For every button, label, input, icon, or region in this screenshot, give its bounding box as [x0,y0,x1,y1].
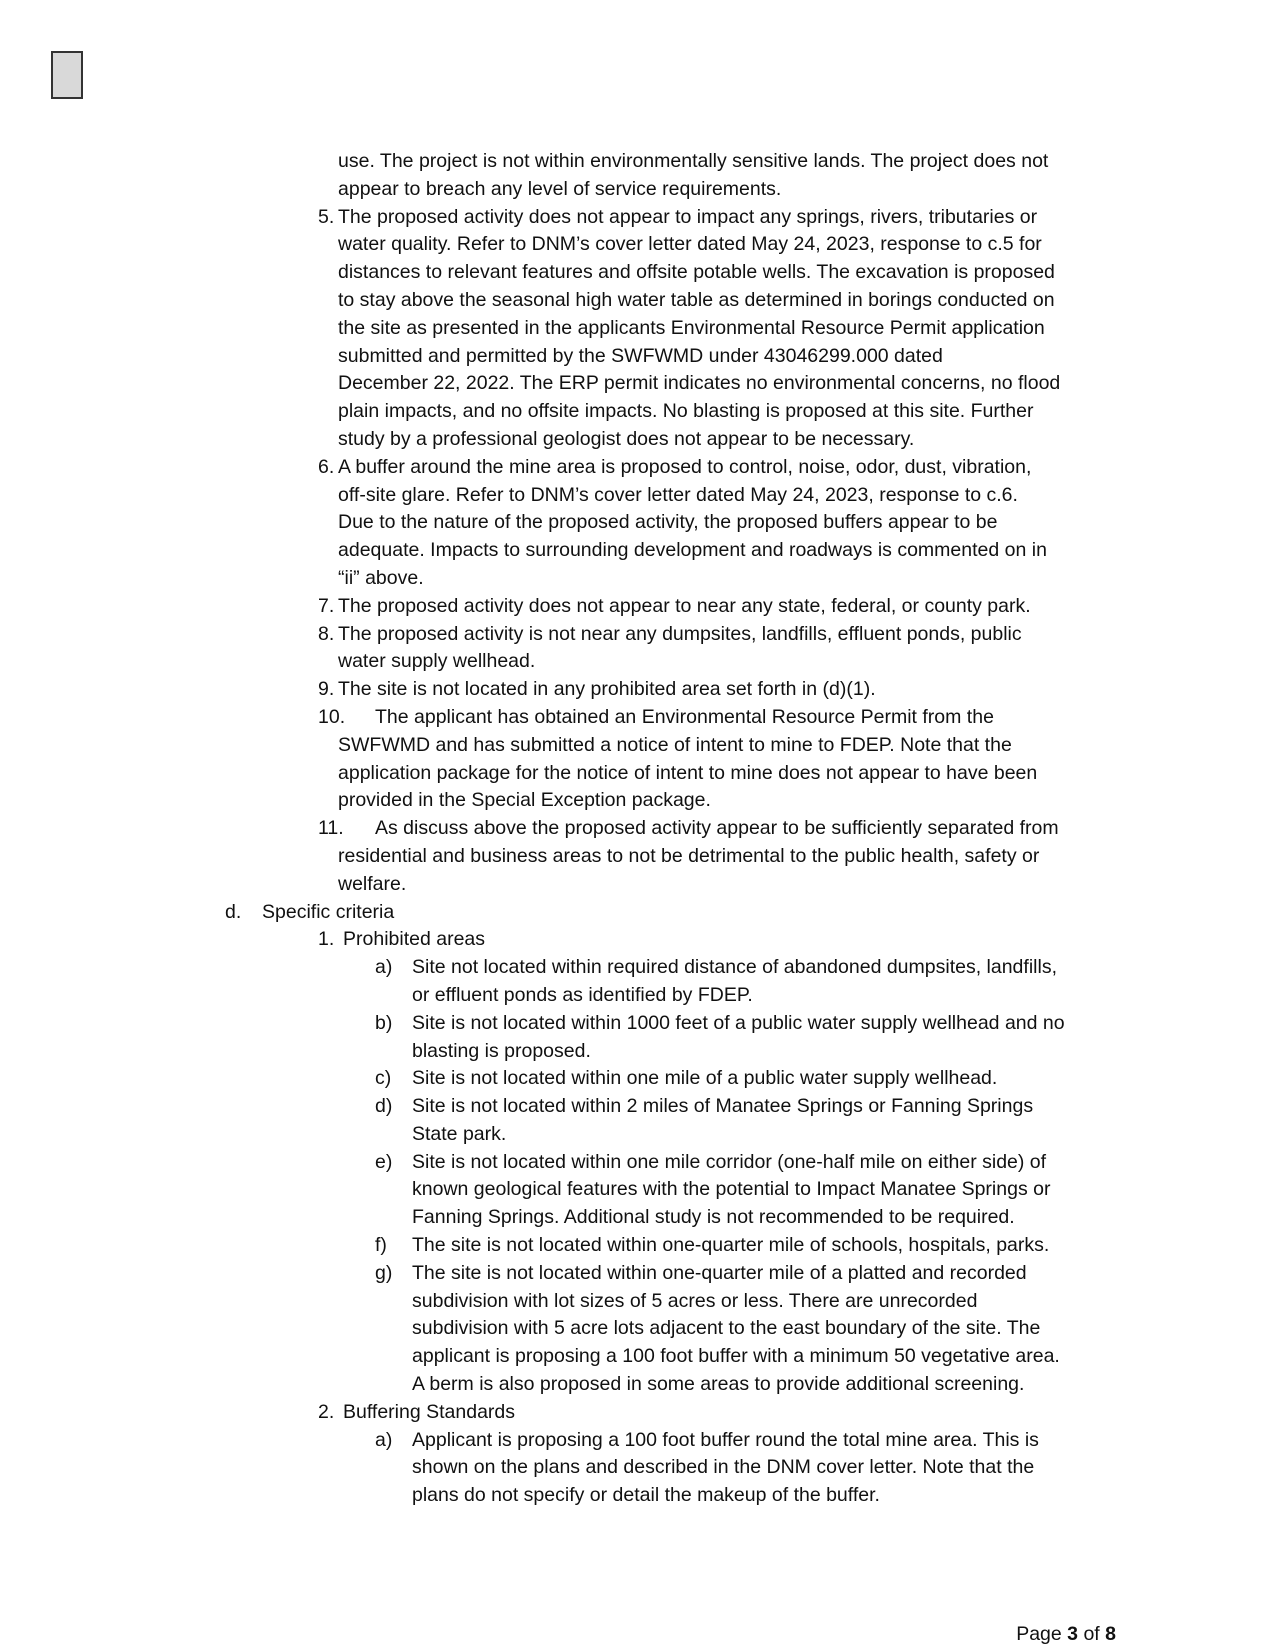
item-text: SWFWMD and has submitted a notice of intent to mine to FDEP. Note that the [338,733,1012,756]
criteria-text: State park. [412,1122,507,1145]
criteria-text: Site is not located within 1000 feet of a public water supply wellhead and no [412,1011,1065,1034]
item-text: residential and business areas to not be detrimental to the public health, safety or [338,844,1040,867]
page-label: Page [1016,1623,1062,1645]
criteria-item-line [0,1093,1275,1121]
criteria-item-line [0,1371,1275,1399]
criteria-item-line [0,1121,1275,1149]
item-text: application package for the notice of intent to mine does not appear to have been [338,761,1038,784]
criteria-item-line [0,1427,1275,1455]
item-number: 10. [318,705,346,728]
criteria-marker: a) [375,956,393,979]
criteria-text: Applicant is proposing a 100 foot buffer round the total mine area. This is [412,1428,1039,1451]
criteria-item-line [0,1343,1275,1371]
criteria-item-line [0,1454,1275,1482]
numbered-item-line [0,704,1275,732]
criteria-text: Site not located within required distance of abandoned dumpsites, landfills, [412,956,1057,979]
criteria-marker: e) [375,1150,393,1173]
criteria-text: Site is not located within one mile of a public water supply wellhead. [412,1067,998,1090]
item-text: distances to relevant features and offsite potable wells. The excavation is proposed [338,261,1055,284]
criteria-marker: d) [375,1095,393,1118]
criteria-marker: a) [375,1428,393,1451]
criteria-item-line [0,982,1275,1010]
numbered-item-line [0,732,1275,760]
numbered-item-line [0,537,1275,565]
item-text: welfare. [338,872,407,895]
item-text: to stay above the seasonal high water table as determined in borings conducted on [338,288,1055,311]
page-footer [1016,1622,1116,1646]
criteria-item-line [0,1149,1275,1177]
criteria-marker: b) [375,1011,393,1034]
item-text: water quality. Refer to DNM’s cover letter dated May 24, 2023, response to c.5 for [338,233,1042,256]
item-text: provided in the Special Exception package. [338,789,711,812]
criteria-marker: c) [375,1067,392,1090]
criteria-item-line [0,954,1275,982]
numbered-item-line [0,593,1275,621]
item-text: water supply wellhead. [338,650,536,673]
criteria-item-line [0,1010,1275,1038]
numbered-item-line [0,287,1275,315]
numbered-item-line [0,648,1275,676]
numbered-item-line [0,454,1275,482]
numbered-item-line [0,315,1275,343]
page-current: 3 [1067,1623,1079,1645]
numbered-item-line [0,370,1275,398]
numbered-item-line [0,760,1275,788]
criteria-text: plans do not specify or detail the makeup of the buffer. [412,1484,880,1507]
item-number: 8. [318,622,335,645]
numbered-item-line [0,231,1275,259]
criteria-text: shown on the plans and described in the DNM cover letter. Note that the [412,1456,1035,1479]
item-text: adequate. Impacts to surrounding development and roadways is commented on in [338,539,1047,562]
item-number: 6. [318,455,335,478]
section-marker: d. [225,900,242,923]
numbered-item-line [0,148,1275,176]
criteria-text: Fanning Springs. Additional study is not recommended to be required. [412,1206,1015,1229]
subsection-number: 2. [318,1400,335,1423]
numbered-item-line [0,871,1275,899]
numbered-item-line [0,398,1275,426]
numbered-item-line [0,426,1275,454]
numbered-item-line [0,676,1275,704]
numbered-item-line [0,259,1275,287]
item-text: The proposed activity does not appear to near any state, federal, or county park. [338,594,1031,617]
numbered-item-line [0,565,1275,593]
of-label: of [1083,1623,1100,1645]
item-number: 7. [318,594,335,617]
numbered-item-line [0,787,1275,815]
item-text: The proposed activity is not near any dumpsites, landfills, effluent ponds, public [338,622,1022,645]
numbered-item-line [0,343,1275,371]
numbered-item-line [0,815,1275,843]
item-text: A buffer around the mine area is proposed to control, noise, odor, dust, vibration, [338,455,1032,478]
item-text: submitted and permitted by the SWFWMD under 43046299.000 dated [338,344,943,367]
item-number: 5. [318,205,335,228]
criteria-item-line [0,1315,1275,1343]
criteria-item-line [0,1232,1275,1260]
criteria-item-line [0,1260,1275,1288]
item-text: The applicant has obtained an Environmental Resource Permit from the [375,705,994,728]
item-text: off-site glare. Refer to DNM’s cover letter dated May 24, 2023, response to c.6. [338,483,1018,506]
criteria-item-line [0,1482,1275,1510]
numbered-item-line [0,509,1275,537]
criteria-text: Site is not located within one mile corridor (one-half mile on either side) of [412,1150,1047,1173]
page-corner-box [51,51,83,99]
item-text: As discuss above the proposed activity appear to be sufficiently separated from [375,817,1059,840]
section-title: Specific criteria [262,900,395,923]
criteria-marker: g) [375,1261,393,1284]
numbered-item-line [0,482,1275,510]
item-number: 9. [318,678,335,701]
subsection-title: Buffering Standards [343,1400,516,1423]
criteria-text: The site is not located within one-quarter mile of a platted and recorded [412,1261,1027,1284]
item-text: Due to the nature of the proposed activity, the proposed buffers appear to be [338,511,998,534]
page-total: 8 [1105,1623,1116,1645]
item-text: use. The project is not within environmentally sensitive lands. The project does not [338,150,1049,172]
criteria-text: A berm is also proposed in some areas to provide additional screening. [412,1373,1025,1396]
numbered-item-line [0,621,1275,649]
criteria-text: blasting is proposed. [412,1039,591,1062]
numbered-item-line [0,176,1275,204]
criteria-item-line [0,1176,1275,1204]
item-text: appear to breach any level of service requirements. [338,177,782,200]
item-text: The site is not located in any prohibited area set forth in (d)(1). [338,678,876,701]
item-text: “ii” above. [338,566,424,589]
criteria-item-line [0,1038,1275,1066]
criteria-item-line [0,1288,1275,1316]
criteria-item-line [0,1204,1275,1232]
item-text: plain impacts, and no offsite impacts. No blasting is proposed at this site. Further [338,400,1034,423]
criteria-text: known geological features with the potential to Impact Manatee Springs or [412,1178,1051,1201]
criteria-marker: f) [375,1234,387,1257]
item-text: the site as presented in the applicants Environmental Resource Permit application [338,316,1045,339]
numbered-item-line [0,204,1275,232]
subsection-heading [0,926,1275,954]
subsection-heading [0,1399,1275,1427]
criteria-text: subdivision with lot sizes of 5 acres or less. There are unrecorded [412,1289,978,1312]
criteria-text: or effluent ponds as identified by FDEP. [412,983,753,1006]
subsection-title: Prohibited areas [343,928,486,951]
criteria-text: subdivision with 5 acre lots adjacent to the east boundary of the site. The [412,1317,1041,1340]
item-text: The proposed activity does not appear to impact any springs, rivers, tributaries or [338,205,1038,228]
section-heading [0,899,1275,927]
item-text: December 22, 2022. The ERP permit indicates no environmental concerns, no flood [338,372,1061,395]
document-body [0,148,1275,1510]
criteria-text: The site is not located within one-quarter mile of schools, hospitals, parks. [412,1234,1050,1257]
item-text: study by a professional geologist does not appear to be necessary. [338,427,915,450]
numbered-item-line [0,843,1275,871]
criteria-item-line [0,1065,1275,1093]
subsection-number: 1. [318,928,335,951]
item-number: 11. [318,817,344,840]
criteria-text: Site is not located within 2 miles of Manatee Springs or Fanning Springs [412,1095,1034,1118]
criteria-text: applicant is proposing a 100 foot buffer with a minimum 50 vegetative area. [412,1345,1060,1368]
